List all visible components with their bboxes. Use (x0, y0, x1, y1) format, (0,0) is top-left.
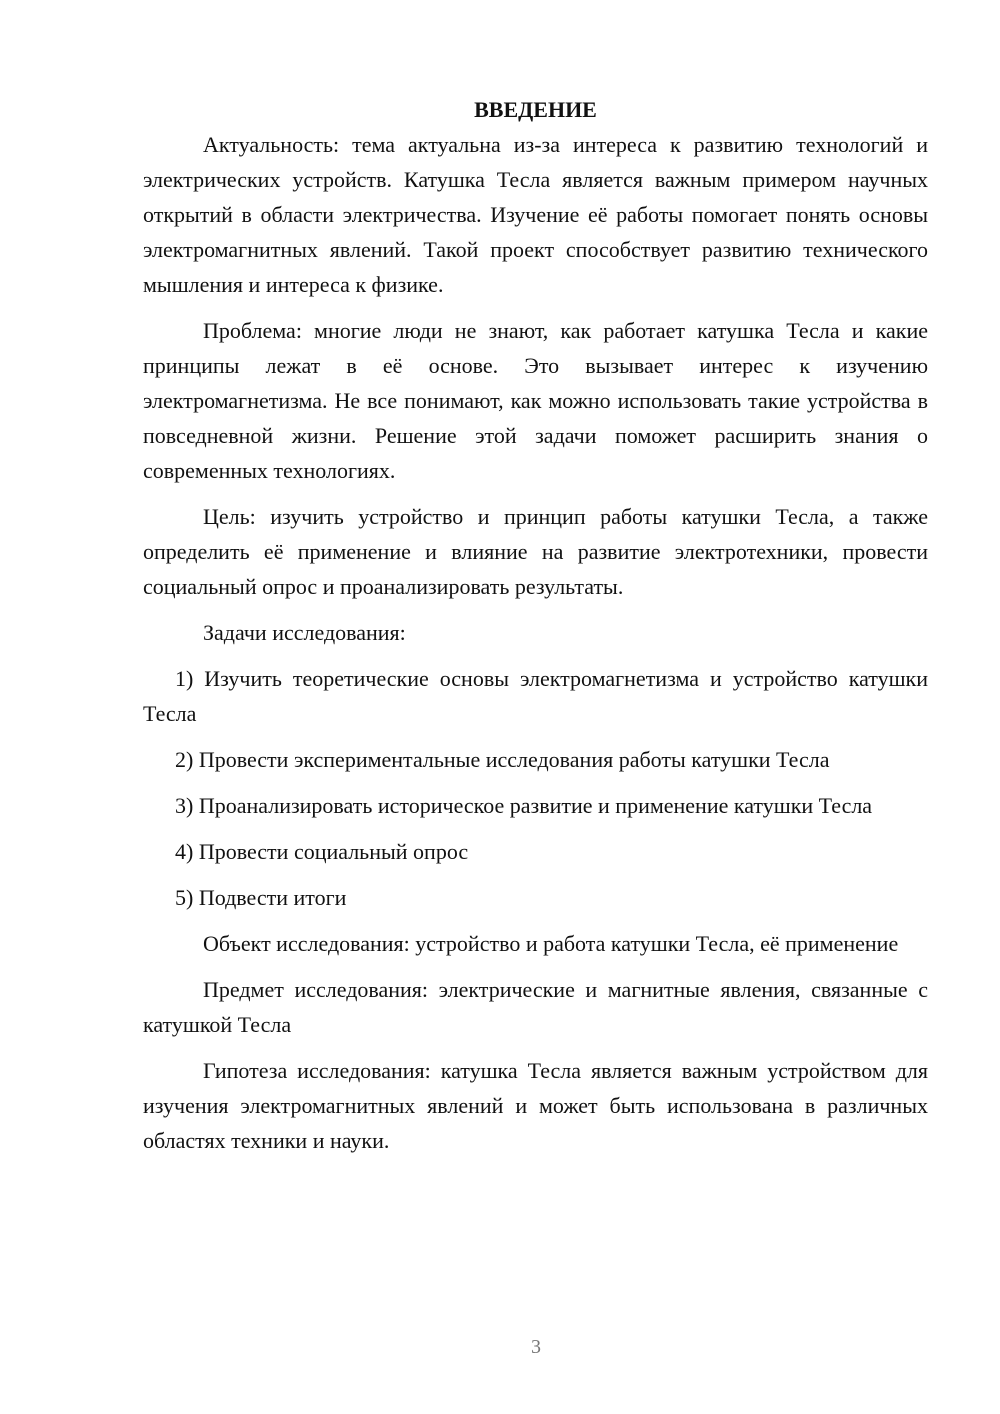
task-item-2: 2) Провести экспериментальные исследования работы катушки Тесла (175, 747, 830, 772)
goal-paragraph: Цель: изучить устройство и принцип работы катушки Тесла, а также определить её применение и влияние на развитие электротехники, провести социальный опрос и проанализировать результаты. (143, 504, 928, 599)
page-number: 3 (531, 1336, 541, 1358)
task-item-3: 3) Проанализировать историческое развитие и применение катушки Тесла (175, 793, 873, 818)
hypothesis-paragraph: Гипотеза исследования: катушка Тесла является важным устройством для изучения электромагнитных явлений и может быть использована в различных областях техники и науки. (143, 1058, 928, 1153)
task-item-4: 4) Провести социальный опрос (175, 839, 469, 864)
section-heading: ВВЕДЕНИЕ (474, 97, 597, 122)
document-page (143, 92, 928, 1158)
relevance-paragraph: Актуальность: тема актуальна из-за интереса к развитию технологий и электрических устройств. Катушка Тесла является важным примером научных открытий в области электричества. Изучение её работы помогает понять основы электромагнитных явлений. Такой проект способствует развитию технического мышления и интереса к физике. (143, 132, 928, 297)
problem-paragraph: Проблема: многие люди не знают, как работает катушка Тесла и какие принципы лежат в её основе. Это вызывает интерес к изучению электромагнетизма. Не все понимают, как можно использовать такие устройства в повседневной жизни. Решение этой задачи поможет расширить знания о современных технологиях. (143, 318, 928, 483)
tasks-title: Задачи исследования: (203, 620, 406, 645)
subject-paragraph: Предмет исследования: электрические и магнитные явления, связанные с катушкой Тесла (143, 977, 928, 1037)
task-item-1: 1) Изучить теоретические основы электромагнетизма и устройство катушки Тесла (143, 666, 928, 726)
object-paragraph: Объект исследования: устройство и работа катушки Тесла, её применение (203, 931, 899, 956)
task-item-5: 5) Подвести итоги (175, 885, 347, 910)
